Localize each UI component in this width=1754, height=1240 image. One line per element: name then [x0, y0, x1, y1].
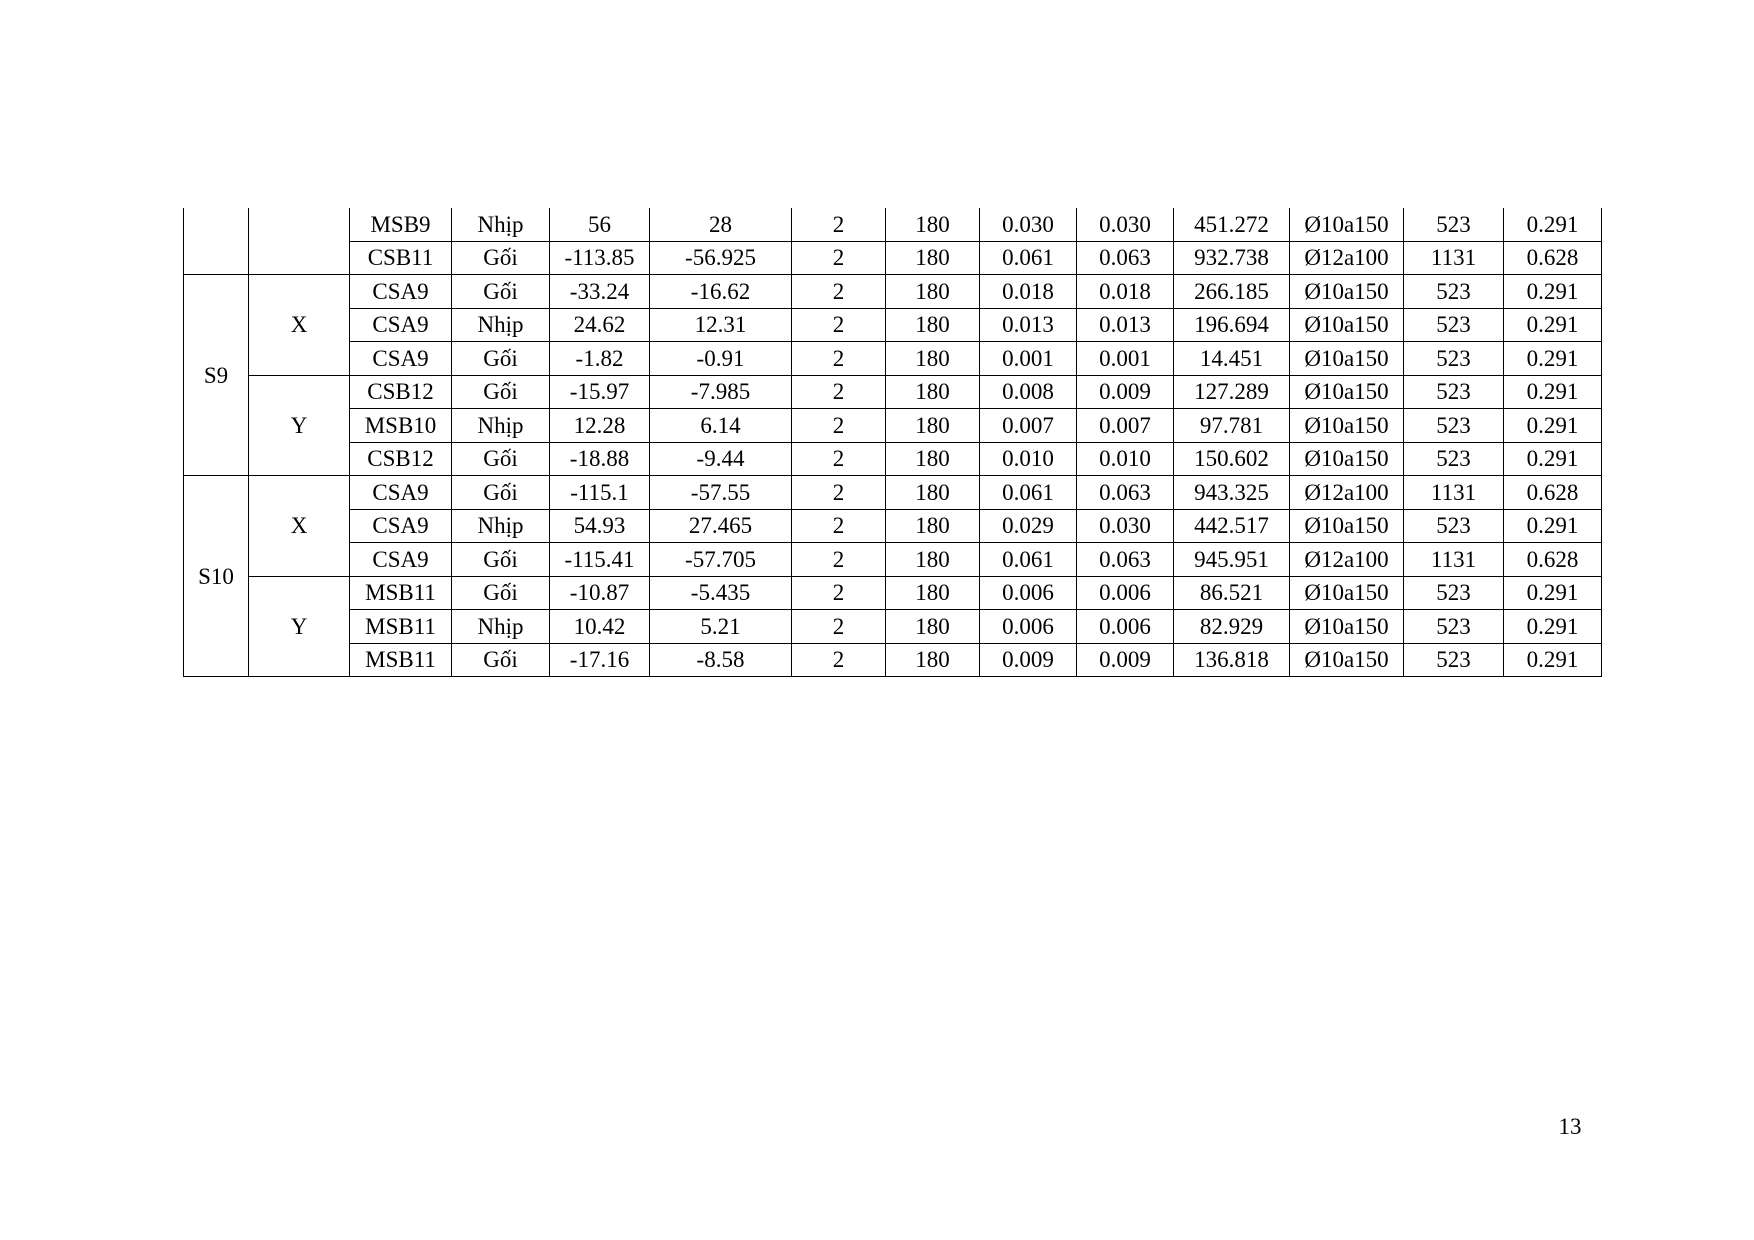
table-cell: -57.55: [650, 476, 792, 510]
table-cell: MSB9: [350, 208, 452, 241]
table-cell: 0.063: [1077, 543, 1174, 577]
direction-cell: X: [249, 275, 350, 376]
table-cell: 0.291: [1504, 275, 1602, 309]
table-cell: 0.030: [980, 208, 1077, 241]
table-cell: -5.435: [650, 576, 792, 610]
table-cell: 180: [886, 476, 980, 510]
table-cell: Ø10a150: [1290, 308, 1404, 342]
table-cell: 24.62: [550, 308, 650, 342]
slab-cell: S10: [184, 476, 249, 677]
table-cell: -115.1: [550, 476, 650, 510]
table-cell: 0.291: [1504, 643, 1602, 677]
table-cell: Nhịp: [452, 208, 550, 241]
table-cell: 523: [1404, 643, 1504, 677]
table-cell: -16.62: [650, 275, 792, 309]
table-cell: Nhịp: [452, 610, 550, 644]
table-cell: -56.925: [650, 241, 792, 275]
table-cell: 196.694: [1174, 308, 1290, 342]
table-cell: Ø10a150: [1290, 409, 1404, 443]
table-cell: 6.14: [650, 409, 792, 443]
table-cell: 2: [792, 509, 886, 543]
table-cell: Ø10a150: [1290, 342, 1404, 376]
table-cell: 0.063: [1077, 476, 1174, 510]
table-cell: 180: [886, 375, 980, 409]
table-cell: 180: [886, 643, 980, 677]
table-row: [184, 241, 1602, 275]
table-cell: 180: [886, 308, 980, 342]
table-row: [184, 643, 1602, 677]
table-cell: MSB10: [350, 409, 452, 443]
table-cell: 932.738: [1174, 241, 1290, 275]
table-cell: 451.272: [1174, 208, 1290, 241]
table-cell: 180: [886, 442, 980, 476]
table-cell: 523: [1404, 576, 1504, 610]
table-cell: MSB11: [350, 643, 452, 677]
table-cell: 2: [792, 275, 886, 309]
table-cell: 523: [1404, 208, 1504, 241]
table-row: [184, 342, 1602, 376]
table-cell: 945.951: [1174, 543, 1290, 577]
table-cell: Ø10a150: [1290, 576, 1404, 610]
table-cell: 523: [1404, 375, 1504, 409]
table-cell: MSB11: [350, 610, 452, 644]
table-cell: 1131: [1404, 543, 1504, 577]
table-cell: 2: [792, 576, 886, 610]
table-cell: 0.061: [980, 241, 1077, 275]
table-cell: 266.185: [1174, 275, 1290, 309]
table-cell: Nhịp: [452, 308, 550, 342]
table-cell: -113.85: [550, 241, 650, 275]
table-cell: 180: [886, 543, 980, 577]
table-cell: 0.009: [980, 643, 1077, 677]
table-cell: 0.009: [1077, 643, 1174, 677]
table-cell: 14.451: [1174, 342, 1290, 376]
table-cell: 54.93: [550, 509, 650, 543]
table-cell: Gối: [452, 375, 550, 409]
table-cell: Gối: [452, 476, 550, 510]
table-cell: Ø10a150: [1290, 610, 1404, 644]
table-cell: 0.010: [980, 442, 1077, 476]
table-cell: 0.018: [980, 275, 1077, 309]
table-cell: 523: [1404, 275, 1504, 309]
table-cell: 2: [792, 543, 886, 577]
direction-cell: X: [249, 476, 350, 577]
table-cell: 27.465: [650, 509, 792, 543]
table-cell: 0.007: [980, 409, 1077, 443]
table-body: [184, 208, 1602, 677]
table-cell: 0.018: [1077, 275, 1174, 309]
table-cell: Gối: [452, 576, 550, 610]
table-cell: 12.28: [550, 409, 650, 443]
table-cell: 0.013: [980, 308, 1077, 342]
table-cell: Ø10a150: [1290, 275, 1404, 309]
table-cell: 180: [886, 208, 980, 241]
table-cell: 2: [792, 208, 886, 241]
table-row: [184, 476, 1602, 510]
table-cell: 2: [792, 643, 886, 677]
table-cell: 86.521: [1174, 576, 1290, 610]
table-cell: 0.628: [1504, 241, 1602, 275]
table-cell: 0.030: [1077, 509, 1174, 543]
table-cell: 0.006: [980, 610, 1077, 644]
table-cell: Gối: [452, 543, 550, 577]
table-cell: Nhịp: [452, 509, 550, 543]
table-row: [184, 208, 1602, 241]
table-row: [184, 375, 1602, 409]
table-cell: -9.44: [650, 442, 792, 476]
table-cell: 0.628: [1504, 476, 1602, 510]
table-cell: 127.289: [1174, 375, 1290, 409]
table-cell: 0.006: [1077, 610, 1174, 644]
table-cell: -15.97: [550, 375, 650, 409]
table-cell: 0.291: [1504, 409, 1602, 443]
table-row: [184, 610, 1602, 644]
table-row: [184, 442, 1602, 476]
table-cell: 0.291: [1504, 509, 1602, 543]
table-cell: Gối: [452, 275, 550, 309]
table-cell: Ø10a150: [1290, 442, 1404, 476]
table-cell: 180: [886, 610, 980, 644]
table-cell: 2: [792, 409, 886, 443]
table-cell: 0.029: [980, 509, 1077, 543]
direction-cell: [249, 208, 350, 275]
table-cell: CSA9: [350, 509, 452, 543]
table-cell: CSA9: [350, 342, 452, 376]
table-cell: CSB11: [350, 241, 452, 275]
table-cell: 523: [1404, 308, 1504, 342]
table-cell: 180: [886, 241, 980, 275]
table-row: [184, 275, 1602, 309]
table-cell: 0.291: [1504, 208, 1602, 241]
table-cell: CSA9: [350, 476, 452, 510]
table-row: [184, 509, 1602, 543]
table-cell: -115.41: [550, 543, 650, 577]
direction-cell: Y: [249, 576, 350, 677]
table-cell: 82.929: [1174, 610, 1290, 644]
table-cell: 523: [1404, 409, 1504, 443]
table-cell: CSB12: [350, 375, 452, 409]
table-cell: CSA9: [350, 543, 452, 577]
table-cell: MSB11: [350, 576, 452, 610]
table-cell: -0.91: [650, 342, 792, 376]
table-cell: 442.517: [1174, 509, 1290, 543]
table-cell: Ø12a100: [1290, 543, 1404, 577]
table-cell: 180: [886, 509, 980, 543]
table-cell: 523: [1404, 442, 1504, 476]
table-cell: 56: [550, 208, 650, 241]
table-cell: 2: [792, 375, 886, 409]
table-cell: 1131: [1404, 241, 1504, 275]
table-cell: -1.82: [550, 342, 650, 376]
table-row: [184, 409, 1602, 443]
table-cell: Ø10a150: [1290, 509, 1404, 543]
table-cell: CSA9: [350, 308, 452, 342]
table-cell: 10.42: [550, 610, 650, 644]
table-cell: Gối: [452, 342, 550, 376]
table-cell: 0.061: [980, 543, 1077, 577]
table-cell: 0.009: [1077, 375, 1174, 409]
table-cell: 523: [1404, 509, 1504, 543]
reinforcement-table: [183, 208, 1602, 677]
table-cell: 0.063: [1077, 241, 1174, 275]
table-cell: 0.291: [1504, 610, 1602, 644]
table-cell: 0.001: [1077, 342, 1174, 376]
table-cell: 1131: [1404, 476, 1504, 510]
table-row: [184, 543, 1602, 577]
table-cell: Gối: [452, 241, 550, 275]
table-cell: 2: [792, 308, 886, 342]
table-cell: -10.87: [550, 576, 650, 610]
table-cell: 0.010: [1077, 442, 1174, 476]
table-cell: 0.008: [980, 375, 1077, 409]
table-cell: CSB12: [350, 442, 452, 476]
table-row: [184, 308, 1602, 342]
table-cell: -33.24: [550, 275, 650, 309]
table-cell: 0.291: [1504, 576, 1602, 610]
table-cell: -8.58: [650, 643, 792, 677]
table-cell: -18.88: [550, 442, 650, 476]
table-cell: -17.16: [550, 643, 650, 677]
table-cell: -7.985: [650, 375, 792, 409]
page-number: 13: [1558, 1114, 1582, 1139]
table-cell: Gối: [452, 442, 550, 476]
table-cell: Ø12a100: [1290, 476, 1404, 510]
table-cell: CSA9: [350, 275, 452, 309]
table-cell: 150.602: [1174, 442, 1290, 476]
table-cell: 523: [1404, 342, 1504, 376]
table-cell: 180: [886, 409, 980, 443]
table-cell: 0.007: [1077, 409, 1174, 443]
table-cell: 0.001: [980, 342, 1077, 376]
table-cell: 0.291: [1504, 375, 1602, 409]
table-cell: 0.291: [1504, 442, 1602, 476]
table-cell: 12.31: [650, 308, 792, 342]
table-cell: Ø10a150: [1290, 208, 1404, 241]
table-cell: 2: [792, 241, 886, 275]
table-cell: 2: [792, 442, 886, 476]
table-cell: 136.818: [1174, 643, 1290, 677]
table-cell: 180: [886, 342, 980, 376]
table-cell: 0.030: [1077, 208, 1174, 241]
table-cell: 180: [886, 576, 980, 610]
table-cell: 0.291: [1504, 308, 1602, 342]
table-cell: Gối: [452, 643, 550, 677]
direction-cell: Y: [249, 375, 350, 476]
table-cell: 0.006: [1077, 576, 1174, 610]
table-cell: 180: [886, 275, 980, 309]
slab-cell: [184, 208, 249, 275]
table-cell: Ø10a150: [1290, 643, 1404, 677]
table-cell: 5.21: [650, 610, 792, 644]
table-cell: 97.781: [1174, 409, 1290, 443]
table-cell: Ø12a100: [1290, 241, 1404, 275]
table-cell: 0.291: [1504, 342, 1602, 376]
table-cell: 943.325: [1174, 476, 1290, 510]
table-cell: 0.061: [980, 476, 1077, 510]
table-cell: 0.628: [1504, 543, 1602, 577]
table-cell: 2: [792, 610, 886, 644]
table-cell: 2: [792, 476, 886, 510]
table-cell: 0.013: [1077, 308, 1174, 342]
table-cell: 0.006: [980, 576, 1077, 610]
slab-cell: S9: [184, 275, 249, 476]
table-cell: 2: [792, 342, 886, 376]
table-row: [184, 576, 1602, 610]
table-cell: 28: [650, 208, 792, 241]
table-cell: 523: [1404, 610, 1504, 644]
table-cell: Ø10a150: [1290, 375, 1404, 409]
table-cell: -57.705: [650, 543, 792, 577]
table-cell: Nhịp: [452, 409, 550, 443]
